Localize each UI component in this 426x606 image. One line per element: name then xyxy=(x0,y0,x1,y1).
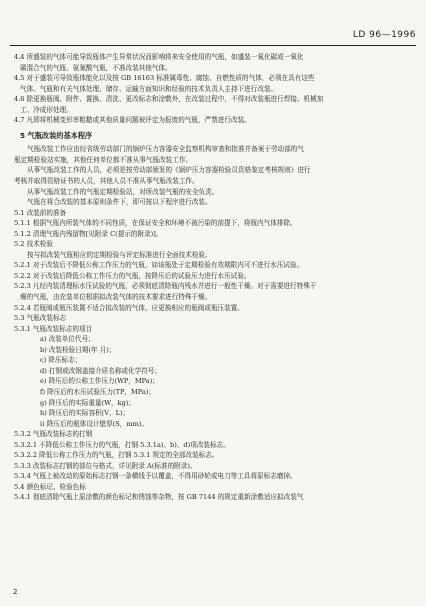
section-5-intro-line: 瓶定期检验站实施，其他任何单位都不准从事气瓶改装工作。 xyxy=(14,155,193,164)
clause-5-2-3: 5.2.3 凡经内装清理标水压试验的气瓶，必须彻底清除瓶内残水并进行一般性干燥。对于需要进行特殊干 xyxy=(14,282,317,291)
marking-item: g) 降压后的实际重量(W，kg)； xyxy=(40,398,135,407)
header-rule xyxy=(10,45,416,46)
clause-5-3-3: 5.3.3 改装标志打钢的部位与格式，详见附录 A(标准的附录)。 xyxy=(14,461,197,470)
section-5-intro-line: 气瓶在将合改装的基本原则条件下，即可按以下程序进行改装。 xyxy=(27,198,212,207)
standard-code-header: LD 96—1996 xyxy=(352,30,416,40)
clause-5-2-title: 5.2 技术检验 xyxy=(14,240,53,249)
clause-5-3-2-2: 5.3.2.2 降低公称工作压力的气瓶，打钢 5.3.1 规定的全部改装标志。 xyxy=(14,451,219,460)
marking-item: b) 改装检验日期(年 月)； xyxy=(40,345,116,354)
marking-item: h) 降压后的实际容积(V，L)； xyxy=(40,409,130,418)
marking-item: c) 降压标志； xyxy=(40,356,82,365)
clause-5-2-intro: 按与拟改装气瓶相应的定期检验与评定标准进行全面技术检验。 xyxy=(27,250,212,259)
section-5-heading: 5 气瓶改装的基本程序 xyxy=(20,130,93,140)
clause-5-1-2: 5.1.2 清理气瓶内残留物[见附录 C(提示的附录)]。 xyxy=(14,229,163,238)
clause-5-2-3-cont: 燥的气瓶，由充装单位根据拟改装气体的技术要求进行特殊干燥。 xyxy=(20,293,212,302)
section-5-intro-line: 气瓶改装工作应由经省级劳动部门的锅炉压力容器安全监察机构审查和批准并备案于劳动部的气 xyxy=(27,145,304,154)
clause-4-5-line: 4.5 对于盛装可导致瓶体能化以及按 GB 16163 标准属毒性、腐蚀、自燃性质的气体，必须在具有这些 xyxy=(14,74,315,83)
clause-5-4-1: 5.4.1 彻底清除气瓶上原涂敷的颜色标记和锈蚀等杂物，按 GB 7144 的规定重新涂敷适应拟改装气 xyxy=(14,493,304,502)
clause-5-1-title: 5.1 改装前的准备 xyxy=(14,208,67,217)
marking-item: a) 改装单位代号； xyxy=(40,335,95,344)
clause-5-2-4: 5.2.4 若瓶阀或瓶压装置不适合拟改装的气体，应更换相应的瓶阀或瓶压装置。 xyxy=(14,303,244,312)
section-5-intro-line: 从事气瓶改装工作的气瓶定期检验站，对所改装气瓶的安全负责。 xyxy=(27,187,219,196)
marking-item: e) 降压后的公称工作压力(WP，MPa)； xyxy=(40,377,159,386)
clause-4-4-line: 4.4 所盛装的气体可能导致瓶体产生异常状况而影响将来安全使用的气瓶，如盛装一氧化碳或一氧化 xyxy=(14,53,304,61)
clause-5-2-1: 5.2.1 对于改装后不降低公称工作压力的气瓶，如该瓶处于定期检验有效期限内可不进行水压试验。 xyxy=(14,261,304,270)
clause-5-3-4: 5.3.4 气瓶上被改动的原始标志打钢一条横线予以覆盖，不得用砂轮或电刀等工具将原标志磨掉。 xyxy=(14,472,297,481)
clause-5-1-1: 5.1.1 根据气瓶内所装气体的不同性质，在保证安全和环境不被污染的前提下，将瓶内气体排除。 xyxy=(14,219,297,228)
section-5-intro-line: 从事气瓶改装工作的人员，必须是按劳动部颁发的《锅炉压力容器检验员资格鉴定考核规则》进行 xyxy=(27,166,311,175)
clause-5-3-title: 5.3 气瓶改装标志 xyxy=(14,314,67,323)
clause-5-2-2: 5.2.2 对于改装后降低公称工作压力的气瓶，按降压后的试验压力进行水压试验。 xyxy=(14,271,251,280)
section-5-intro-line: 考核并取得资格证书的人员，其他人员不准从事气瓶改装工作。 xyxy=(14,177,199,186)
clause-5-3-2: 5.3.2 气瓶改装标志的打钢 xyxy=(14,430,93,439)
document-body xyxy=(14,52,418,503)
clause-4-4-line: 碳混合气的气瓶、氨氰酸气瓶，不准改装其他气体。 xyxy=(20,63,172,72)
clause-5-3-1: 5.3.1 气瓶改装标志的项目 xyxy=(14,324,93,333)
clause-4-7-line: 4.7 凡即将机械变形率粗糙或其他质量问题被评定为报废的气瓶，严禁进行改装。 xyxy=(14,116,251,125)
clause-5-3-2-1: 5.3.2.1 不降低公称工作压力的气瓶，打钢 5.3.1a)、b)、d)项改装标志。 xyxy=(14,440,230,449)
marking-item: f) 降压后的水压试验压力(TP，MPa)； xyxy=(40,387,156,396)
marking-item: d) 打钢或改钢盖接介质名称或化学符号； xyxy=(40,366,161,375)
page-number: 2 xyxy=(13,588,18,596)
marking-item: i) 降压后的瓶体设计壁厚(S，mm)。 xyxy=(40,419,149,428)
clause-4-5-line: 气体、气瓶和有关气体处理、储存、运输方面知识和经验的技术负责人主持下进行改装。 xyxy=(20,84,278,93)
clause-5-4-title: 5.4 颜色标记、检验色标 xyxy=(14,482,86,491)
clause-4-6-line: 工、冷成形处理。 xyxy=(20,105,73,114)
clause-4-6-line: 4.6 除更换瓶阀、附件、置换、清洗、更改标志和涂敷外，在改装过程中，不得对改装瓶进行焊接、机械加 xyxy=(14,95,324,104)
